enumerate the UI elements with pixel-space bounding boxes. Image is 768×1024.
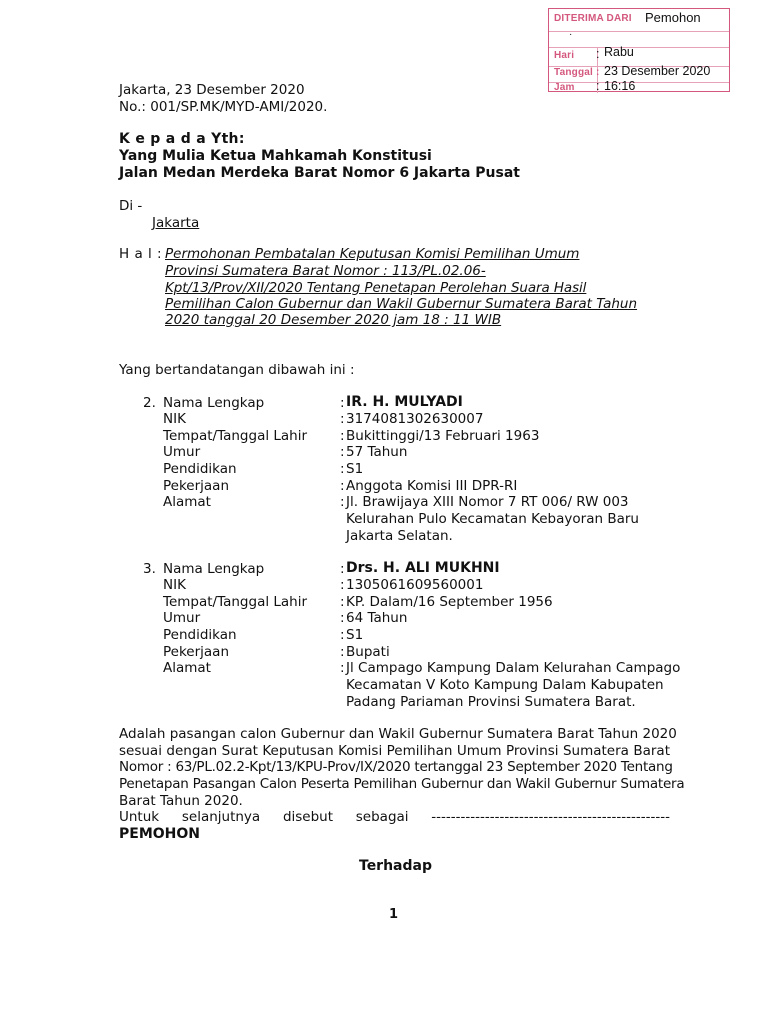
field-colon: : bbox=[340, 444, 345, 460]
field-label: Tempat/Tanggal Lahir bbox=[163, 428, 308, 444]
field-colon: : bbox=[340, 610, 345, 626]
stamp-day-label: Hari bbox=[554, 50, 575, 61]
field-value: 64 Tahun bbox=[346, 610, 408, 626]
field-value: S1 bbox=[346, 627, 364, 643]
paragraph-line: Nomor : 63/PL.02.2-Kpt/13/KPU-Prov/IX/2020 tertanggal 23 September 2020 Tentang bbox=[119, 759, 673, 775]
field-label: Pendidikan bbox=[163, 627, 237, 643]
field-value: 1305061609560001 bbox=[346, 577, 484, 593]
stamp-time-colon: : bbox=[596, 79, 600, 93]
field-label: Nama Lengkap bbox=[163, 395, 265, 411]
field-value: Bukittinggi/13 Februari 1963 bbox=[346, 428, 540, 444]
paragraph-line: Adalah pasangan calon Gubernur dan Wakil Gubernur Sumatera Barat Tahun 2020 bbox=[119, 726, 677, 742]
stamp-date-label: Tanggal : bbox=[554, 67, 600, 78]
page-number: 1 bbox=[389, 907, 399, 922]
stamp-day-value: Rabu bbox=[604, 45, 634, 59]
di-label: Di - bbox=[119, 198, 143, 214]
terhadap-heading: Terhadap bbox=[359, 858, 432, 874]
field-value: Anggota Komisi III DPR-RI bbox=[346, 478, 518, 494]
kepada-yth: K e p a d a Yth: bbox=[119, 131, 245, 147]
field-colon: : bbox=[340, 478, 345, 494]
field-label: Alamat bbox=[163, 494, 211, 510]
pemohon-label: PEMOHON bbox=[119, 826, 200, 842]
address-continuation: Kecamatan V Koto Kampung Dalam Kabupaten bbox=[346, 677, 664, 693]
stamp-rule bbox=[549, 31, 729, 32]
hal-line: Permohonan Pembatalan Keputusan Komisi Pemilihan Umum bbox=[165, 246, 580, 262]
stamp-rule bbox=[549, 82, 729, 83]
field-colon: : bbox=[340, 594, 345, 610]
field-value: 57 Tahun bbox=[346, 444, 408, 460]
field-colon: : bbox=[340, 428, 345, 444]
paragraph-line: sesuai dengan Surat Keputusan Komisi Pemilihan Umum Provinsi Sumatera Barat bbox=[119, 743, 670, 759]
field-value: KP. Dalam/16 September 1956 bbox=[346, 594, 553, 610]
field-label: Nama Lengkap bbox=[163, 561, 265, 577]
stamp-received-from-value: Pemohon bbox=[645, 10, 701, 25]
field-colon: : bbox=[340, 660, 345, 676]
address-continuation: Padang Pariaman Provinsi Sumatera Barat. bbox=[346, 694, 636, 710]
person-number: 3. bbox=[143, 561, 156, 577]
field-label: Tempat/Tanggal Lahir bbox=[163, 594, 308, 610]
field-label: Umur bbox=[163, 444, 201, 460]
paragraph-line: Penetapan Pasangan Calon Peserta Pemilihan Gubernur dan Wakil Gubernur Sumatera bbox=[119, 776, 685, 792]
field-label: Umur bbox=[163, 610, 201, 626]
field-value: S1 bbox=[346, 461, 364, 477]
person-number: 2. bbox=[143, 395, 156, 411]
field-label: Pekerjaan bbox=[163, 644, 230, 660]
stamp-received-from-label: DITERIMA DARI bbox=[554, 13, 632, 24]
stamp-time-value: 16:16 bbox=[604, 79, 636, 93]
field-value: Bupati bbox=[346, 644, 390, 660]
field-value: 3174081302630007 bbox=[346, 411, 484, 427]
paragraph-line: Barat Tahun 2020. bbox=[119, 793, 243, 809]
field-label: NIK bbox=[163, 411, 186, 427]
hal-line: 2020 tanggal 20 Desember 2020 jam 18 : 11 WIB bbox=[165, 312, 502, 328]
stamp-date-value: 23 Desember 2020 bbox=[604, 64, 711, 78]
field-colon: : bbox=[340, 411, 345, 427]
field-colon: : bbox=[340, 561, 345, 577]
field-colon: : bbox=[340, 644, 345, 660]
address-continuation: Kelurahan Pulo Kecamatan Kebayoran Baru bbox=[346, 511, 639, 527]
field-label: Alamat bbox=[163, 660, 211, 676]
stamp-rule bbox=[549, 47, 729, 48]
hal-line: Provinsi Sumatera Barat Nomor : 113/PL.02.06- bbox=[165, 263, 486, 279]
hal-line: Kpt/13/Prov/XII/2020 Tentang Penetapan Perolehan Suara Hasil bbox=[165, 280, 587, 296]
hal-line: Pemilihan Calon Gubernur dan Wakil Gubernur Sumatera Barat Tahun bbox=[165, 296, 638, 312]
intro-text: Yang bertandatangan dibawah ini : bbox=[119, 362, 355, 378]
field-colon: : bbox=[340, 627, 345, 643]
field-value-name: Drs. H. ALI MUKHNI bbox=[346, 560, 500, 576]
place-date: Jakarta, 23 Desember 2020 bbox=[119, 82, 305, 98]
stamp-dot: · bbox=[569, 29, 573, 40]
field-label: Pekerjaan bbox=[163, 478, 230, 494]
recipient-line-1: Yang Mulia Ketua Mahkamah Konstitusi bbox=[119, 148, 432, 164]
field-value: Jl. Brawijaya XIII Nomor 7 RT 006/ RW 003 bbox=[346, 494, 629, 510]
stamp-time-label: Jam bbox=[554, 82, 575, 93]
field-value: Jl Campago Kampung Dalam Kelurahan Campago bbox=[346, 660, 681, 676]
field-label: NIK bbox=[163, 577, 186, 593]
field-label: Pendidikan bbox=[163, 461, 237, 477]
field-value-name: IR. H. MULYADI bbox=[346, 394, 463, 410]
stamp-day-colon: : bbox=[596, 47, 600, 61]
address-continuation: Jakarta Selatan. bbox=[346, 528, 453, 544]
hal-label: H a l : bbox=[119, 246, 163, 262]
field-colon: : bbox=[340, 395, 345, 411]
received-stamp bbox=[548, 8, 730, 92]
recipient-line-2: Jalan Medan Merdeka Barat Nomor 6 Jakarta Pusat bbox=[119, 165, 520, 181]
field-colon: : bbox=[340, 461, 345, 477]
field-colon: : bbox=[340, 494, 345, 510]
letter-number: No.: 001/SP.MK/MYD-AMI/2020. bbox=[119, 99, 328, 115]
selanjutnya-line: Untuk selanjutnya disebut sebagai ------------------------------------------------- bbox=[119, 809, 670, 825]
field-colon: : bbox=[340, 577, 345, 593]
city: Jakarta bbox=[152, 215, 200, 231]
